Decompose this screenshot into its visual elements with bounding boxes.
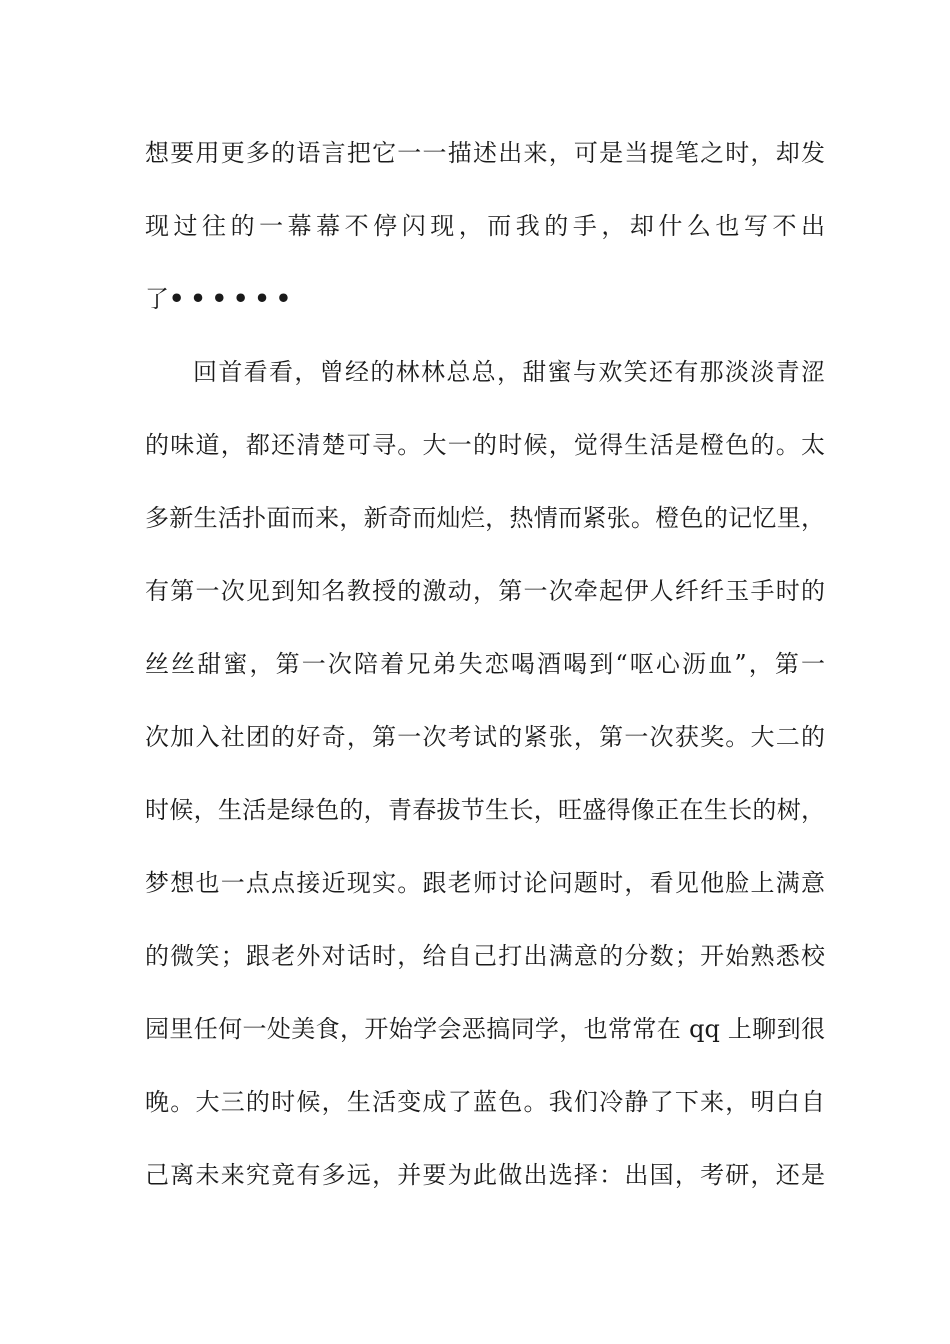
paragraph-first-line: 回首看看，曾经的林林总总，甜蜜与欢笑还有那淡淡青涩 bbox=[193, 358, 825, 386]
text-fragment: 了 bbox=[145, 285, 169, 313]
ellipsis-dots: •••••• bbox=[169, 284, 298, 313]
text-line: 次加入社团的好奇，第一次考试的紧张，第一次获奖。大二的 bbox=[145, 723, 825, 751]
text-line: 有第一次见到知名教授的激动，第一次牵起伊人纤纤玉手时的 bbox=[145, 577, 825, 605]
text-line: 己离未来究竟有多远，并要为此做出选择：出国，考研，还是 bbox=[145, 1161, 825, 1189]
text-line: 想要用更多的语言把它一一描述出来，可是当提笔之时，却发 bbox=[145, 139, 825, 167]
text-line: 多新生活扑面而来，新奇而灿烂，热情而紧张。橙色的记忆里， bbox=[145, 504, 825, 532]
text-line-ending bbox=[145, 279, 825, 319]
text-line: 丝丝甜蜜，第一次陪着兄弟失恋喝酒喝到“呕心沥血”，第一 bbox=[145, 650, 825, 678]
text-line: 园里任何一处美食，开始学会恶搞同学，也常常在 qq 上聊到很 bbox=[145, 1015, 825, 1043]
text-line: 的微笑；跟老外对话时，给自己打出满意的分数；开始熟悉校 bbox=[145, 942, 825, 970]
text-line: 晚。大三的时候，生活变成了蓝色。我们冷静了下来，明白自 bbox=[145, 1088, 825, 1116]
text-line: 现过往的一幕幕不停闪现，而我的手，却什么也写不出 bbox=[145, 212, 825, 240]
text-line: 的味道，都还清楚可寻。大一的时候，觉得生活是橙色的。太 bbox=[145, 431, 825, 459]
text-line: 时候，生活是绿色的，青春拔节生长，旺盛得像正在生长的树， bbox=[145, 796, 825, 824]
text-line: 梦想也一点点接近现实。跟老师讨论问题时，看见他脸上满意 bbox=[145, 869, 825, 897]
